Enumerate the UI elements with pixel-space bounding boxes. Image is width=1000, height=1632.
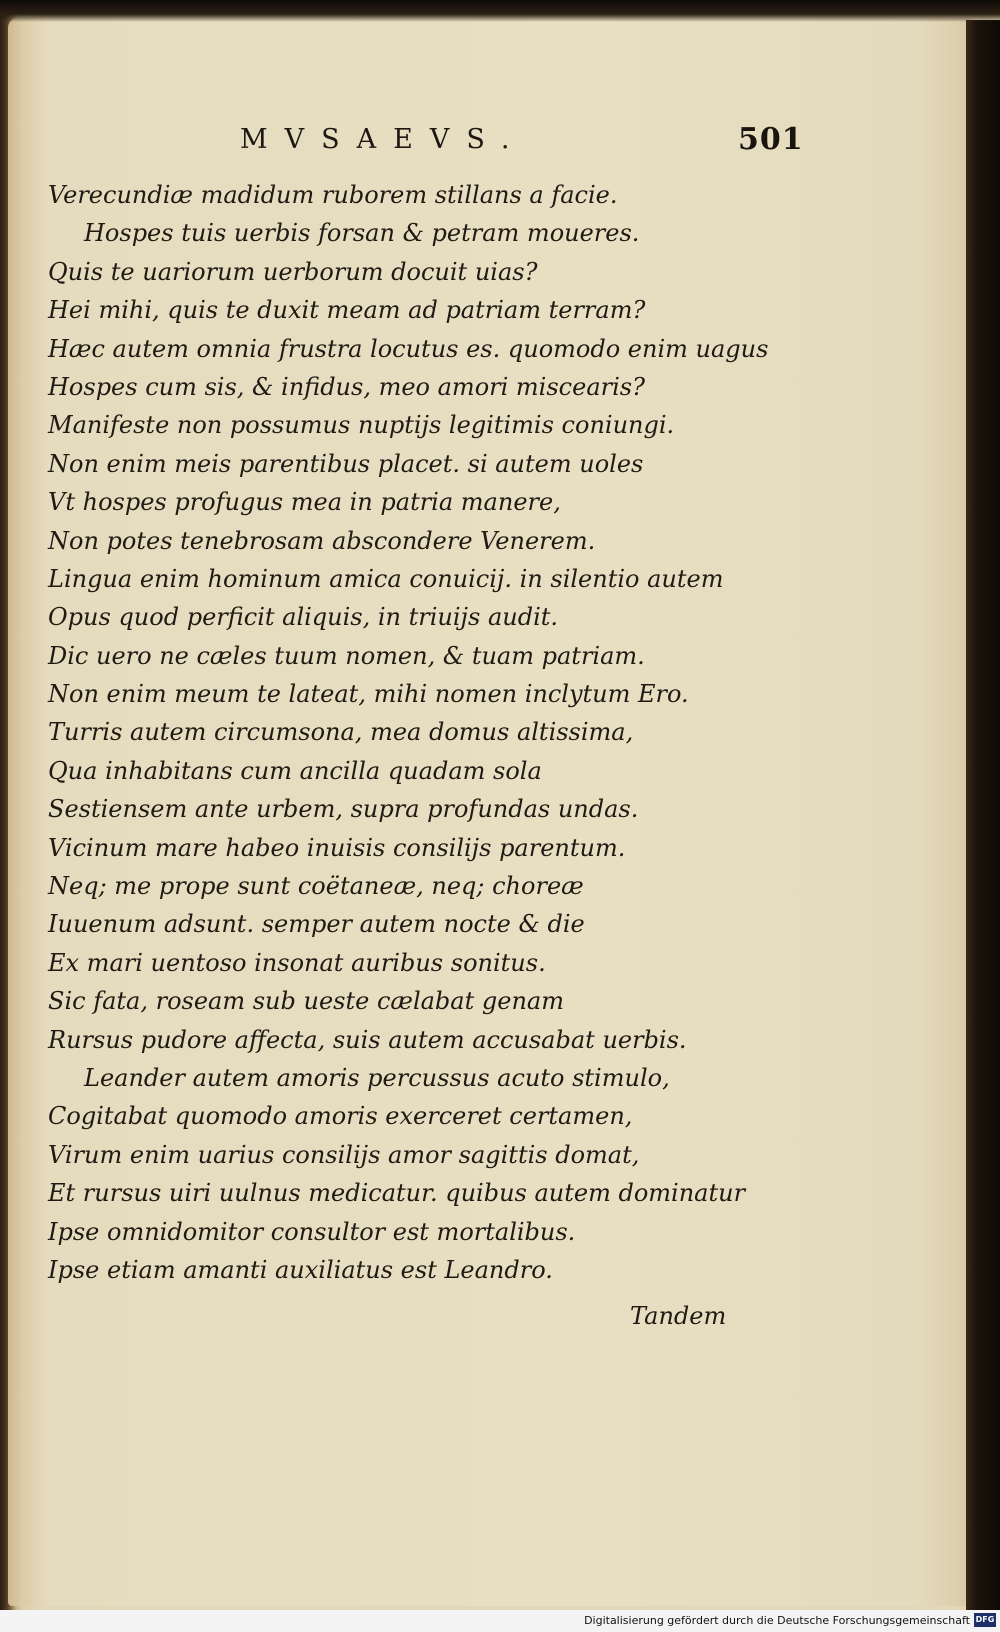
verse-line: Hospes cum sis, & infidus, meo amori miscearis? [48,372,645,401]
verse-list [48,176,768,1289]
book-page [8,18,974,1606]
page-header [8,124,974,164]
verse-line: Dic uero ne cæles tuum nomen, & tuam patriam. [48,641,645,670]
catchword: Tandem [630,1302,727,1330]
verse-line: Hæc autem omnia frustra locutus es. quomodo enim uagus [48,334,769,363]
page-number: 501 [738,122,804,157]
footer-bar [0,1610,1000,1632]
verse-line: Non enim meis parentibus placet. si autem uoles [48,449,644,478]
verse-line: Turris autem circumsona, mea domus altissima, [48,718,634,747]
verse-line: Lingua enim hominum amica conuicij. in silentio autem [48,564,724,593]
verse-line: Ipse etiam amanti auxiliatus est Leandro. [48,1255,553,1284]
verse-line: Ex mari uentoso insonat auribus sonitus. [48,948,546,977]
page-edge-shadow [966,20,1000,1610]
verse-line: Quis te uariorum uerborum docuit uias? [48,257,538,286]
funding-credit: Digitalisierung gefördert durch die Deutsche Forschungsgemeinschaft [584,1614,970,1627]
verse-line: Non potes tenebrosam abscondere Venerem. [48,526,596,555]
verse-line: Iuuenum adsunt. semper autem nocte & die [48,910,585,939]
verse-line: Virum enim uarius consilijs amor sagittis domat, [48,1140,640,1169]
verse-line: Leander autem amoris percussus acuto stimulo, [84,1063,670,1092]
verse-line: Sestiensem ante urbem, supra profundas undas. [48,795,639,824]
verse-line: Manifeste non possumus nuptijs legitimis coniungi. [48,411,675,440]
verse-line: Opus quod perficit aliquis, in triuijs audit. [48,603,559,632]
verse-line: Hei mihi, quis te duxit meam ad patriam terram? [48,296,646,325]
verse-line: Ipse omnidomitor consultor est mortalibus. [48,1217,576,1246]
verse-line: Qua inhabitans cum ancilla quadam sola [48,756,542,785]
verse-line: Sic fata, roseam sub ueste cælabat genam [48,987,564,1016]
verse-line: Vicinum mare habeo inuisis consilijs parentum. [48,833,626,862]
verse-line: Neq; me prope sunt coëtaneæ, neq; choreæ [48,872,584,901]
dfg-logo-icon: DFG [974,1613,996,1627]
verse-line: Cogitabat quomodo amoris exerceret certamen, [48,1102,633,1131]
verse-line: Et rursus uiri uulnus medicatur. quibus autem dominatur [48,1179,746,1208]
verse-line: Hospes tuis uerbis forsan & petram moueres. [84,219,640,248]
verse-line: Rursus pudore affecta, suis autem accusabat uerbis. [48,1025,687,1054]
verse-line: Vt hospes profugus mea in patria manere, [48,488,561,517]
verse-line: Non enim meum te lateat, mihi nomen inclytum Ero. [48,680,689,709]
page-top-shadow [0,0,1000,22]
verse-line: Verecundiæ madidum ruborem stillans a facie. [48,181,618,209]
running-title: MVSAEVS. [240,124,527,155]
